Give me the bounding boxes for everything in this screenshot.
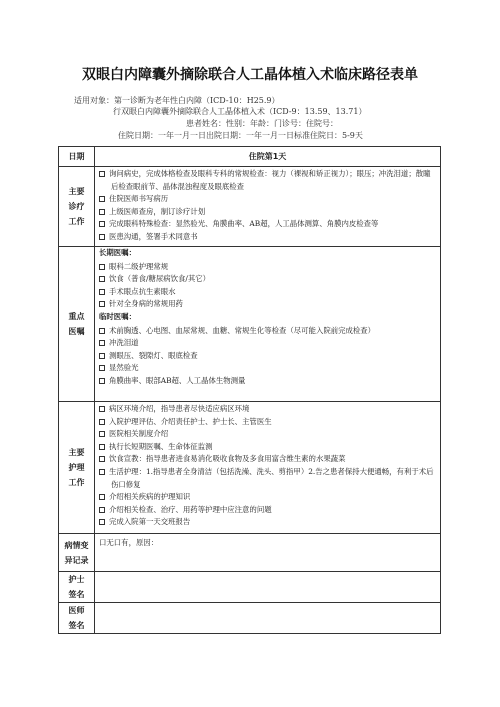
checklist-item: 介绍相关疾病的护理知识	[99, 491, 436, 504]
checkbox-icon[interactable]	[99, 444, 105, 450]
checklist-item: 术前胸透、心电图、血尿常规、血糖、常规生化等检查（尽可能入院前完成检查）	[99, 325, 436, 338]
checkbox-icon[interactable]	[99, 276, 105, 282]
checklist-item: 医患沟通，签署手术同意书	[99, 231, 436, 244]
main-work-cell	[95, 167, 441, 247]
day-header: 住院第1天	[95, 147, 441, 167]
checkbox-icon[interactable]	[99, 378, 105, 384]
page-title: 双眼白内障囊外摘除联合人工晶体植入术临床路径表单	[82, 67, 418, 83]
admission-dates-line: 住院日期：一年一月一日出院日期：一年一月一日标准住院日：5-9天	[118, 131, 363, 140]
checklist-item: 显然验光	[99, 362, 436, 375]
checkbox-icon[interactable]	[99, 469, 105, 475]
variation-record-text: 口无口有，原因：	[99, 538, 159, 547]
checkbox-icon[interactable]	[99, 301, 105, 307]
doctor-signature-cell[interactable]	[95, 603, 441, 634]
checklist-item: 入院护理评估、介绍责任护士、护士长、主管医生	[99, 416, 436, 429]
checklist-item: 冲洗泪道	[99, 337, 436, 350]
checklist-item: 询问病史，完成体格检查及眼科专科的常规检查：视力（裸视和矫正视力）；眼压；冲洗泪道；散瞳后检查眼前节、晶体混浊程度及眼底检查	[99, 168, 436, 193]
checkbox-icon[interactable]	[99, 264, 105, 270]
checklist-item: 生活护理：1.指导患者全身清洁（包括洗澡、洗头、剪指甲）2.告之患者保持大便通畅，有利于术后伤口修复	[99, 466, 436, 491]
nursing-label: 主要 护理 工作	[59, 402, 95, 534]
checkbox-icon[interactable]	[99, 406, 105, 412]
checkbox-icon[interactable]	[99, 353, 105, 359]
checkbox-icon[interactable]	[99, 431, 105, 437]
doctor-signature-label: 医师 签名	[59, 603, 95, 634]
checkbox-icon[interactable]	[99, 234, 105, 240]
checklist-item: 完成入院第一天交班报告	[99, 516, 436, 529]
nurse-signature-cell[interactable]	[95, 572, 441, 603]
checklist-item: 手术眼点抗生素眼水	[99, 286, 436, 299]
checklist-item: 测眼压、裂隙灯、眼底检查	[99, 350, 436, 363]
checkbox-icon[interactable]	[99, 507, 105, 513]
checklist-item: 上级医师查房，制订诊疗计划	[99, 206, 436, 219]
patient-info-line: 患者姓名：性别：年龄：门诊号：住院号：	[186, 119, 338, 128]
checklist-item: 执行长短期医嘱、生命体征监测	[99, 441, 436, 454]
orders-cell	[95, 247, 441, 402]
checkbox-icon[interactable]	[99, 494, 105, 500]
checkbox-icon[interactable]	[99, 456, 105, 462]
nurse-signature-label: 护士 签名	[59, 572, 95, 603]
checklist-item: 病区环境介绍，指导患者尽快适应病区环境	[99, 403, 436, 416]
checklist-item: 饮食宣教：指导患者进食易消化吸收食物及多食用富含维生素的水果蔬菜	[99, 453, 436, 466]
checkbox-icon[interactable]	[99, 196, 105, 202]
checklist-item: 介绍相关检查、治疗、用药等护理中应注意的问题	[99, 504, 436, 517]
temporary-orders-title: 临时医嘱：	[99, 311, 136, 321]
checkbox-icon[interactable]	[99, 221, 105, 227]
date-header: 日期	[59, 147, 95, 167]
checklist-item: 针对全身病的常规用药	[99, 298, 436, 311]
checklist-item: 眼科二级护理常规	[99, 261, 436, 274]
checkbox-icon[interactable]	[99, 209, 105, 215]
checklist-item: 角膜曲率、眼部AB超、人工晶体生物测量	[99, 375, 436, 388]
checkbox-icon[interactable]	[99, 289, 105, 295]
checkbox-icon[interactable]	[99, 340, 105, 346]
checkbox-icon[interactable]	[99, 519, 105, 525]
orders-label: 重点 医嘱	[59, 247, 95, 402]
long-term-orders-title: 长期医嘱：	[99, 248, 136, 257]
procedure-line: 行双眼白内障囊外摘除联合人工晶体植入术（ICD-9：13.59、13.71）	[113, 107, 367, 116]
variation-cell[interactable]	[95, 534, 441, 572]
checklist-item: 医院相关制度介绍	[99, 428, 436, 441]
checklist-item: 完成眼科特殊检查：显然验光、角膜曲率、AB超，人工晶体测算、角膜内皮检查等	[99, 218, 436, 231]
nursing-cell	[95, 402, 441, 534]
checkbox-icon[interactable]	[99, 365, 105, 371]
checkbox-icon[interactable]	[99, 171, 105, 177]
checklist-item: 住院医师书写病历	[99, 193, 436, 206]
checkbox-icon[interactable]	[99, 328, 105, 334]
clinical-pathway-table	[58, 146, 441, 634]
applicable-target: 适用对象：第一诊断为老年性白内障（ICD-10：H25.9）	[74, 96, 280, 105]
checkbox-icon[interactable]	[99, 419, 105, 425]
checklist-item: 饮食（普食/糖尿病饮食/其它）	[99, 273, 436, 286]
main-work-label: 主要 诊疗 工作	[59, 167, 95, 247]
variation-label: 病情变 异记录	[59, 534, 95, 572]
